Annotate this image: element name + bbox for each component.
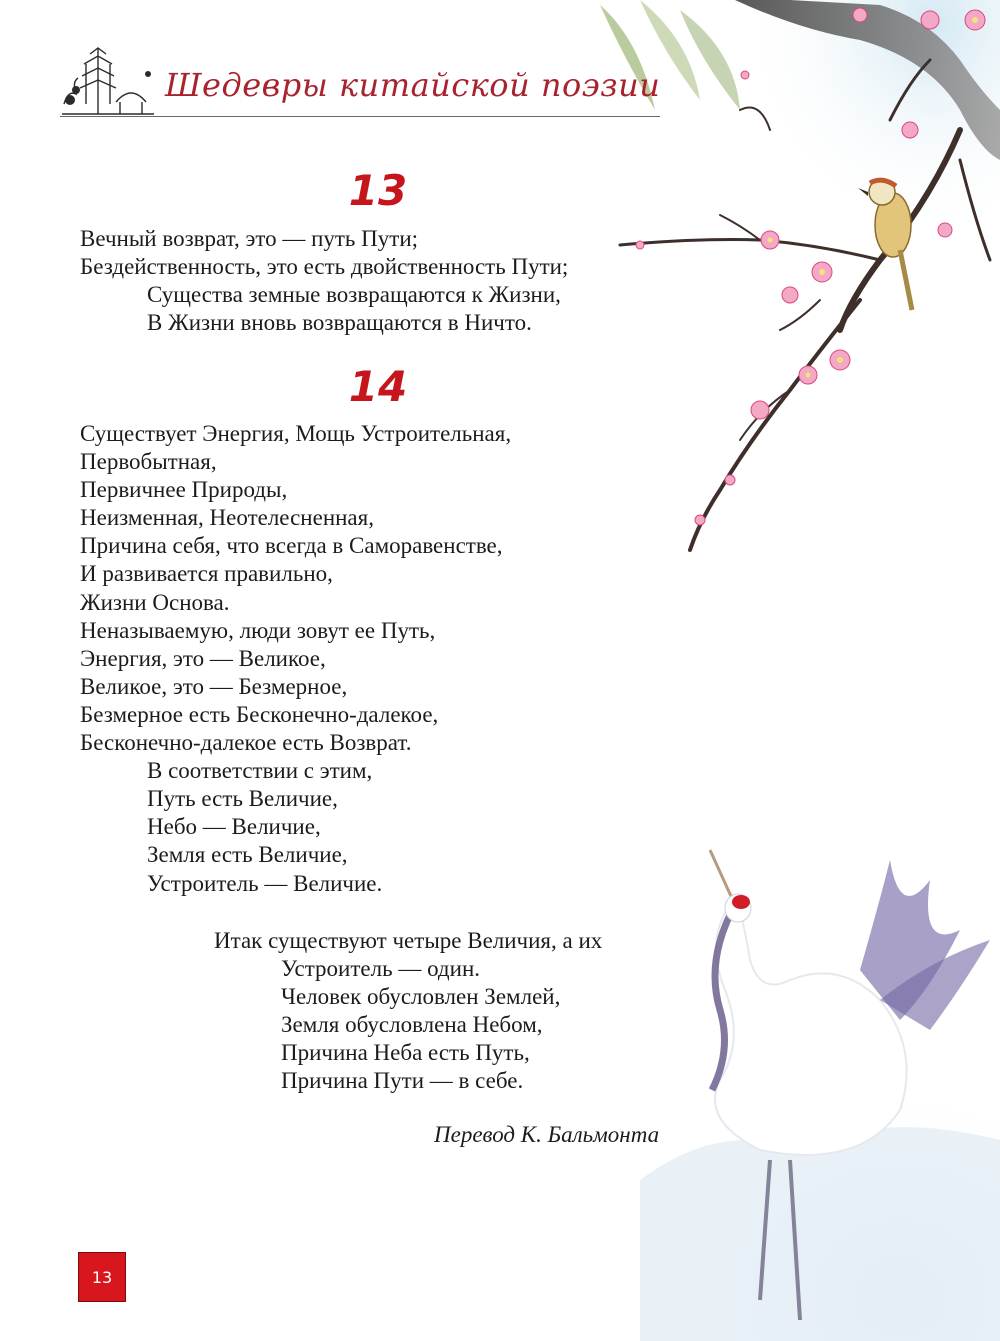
poem-line: Причина Пути — в себе. bbox=[281, 1068, 524, 1094]
translation-credit: Перевод К. Бальмонта bbox=[434, 1122, 660, 1147]
series-title: Шедевры китайской поэзии bbox=[165, 66, 661, 104]
poem-line: Безмерное есть Бесконечно-далекое, bbox=[80, 701, 439, 727]
poem-line: Земля есть Величие, bbox=[147, 842, 348, 868]
poem-line: Человек обусловлен Землей, bbox=[281, 984, 561, 1010]
pagoda-icon bbox=[56, 44, 156, 120]
poem-line: Существа земные возвращаются к Жизни, bbox=[147, 282, 561, 308]
poem-line: Вечный возврат, это — путь Пути; bbox=[80, 226, 419, 251]
page-number-badge: 13 bbox=[78, 1252, 126, 1302]
poem-line: Устроитель — один. bbox=[281, 956, 481, 982]
poem-line: Устроитель — Величие. bbox=[147, 870, 383, 896]
poem-line: Итак существуют четыре Величия, а их bbox=[214, 928, 603, 953]
section-number-14: 14 bbox=[348, 362, 408, 411]
poem-line: Первичнее Природы, bbox=[80, 477, 288, 503]
poem-line: Великое, это — Безмерное, bbox=[80, 673, 348, 699]
poem-line: В Жизни вновь возвращаются в Ничто. bbox=[147, 310, 532, 336]
poem-line: Бездейственность, это есть двойственность Пути; bbox=[80, 254, 569, 280]
poem-line: Земля обусловлена Небом, bbox=[281, 1012, 543, 1038]
poem-line: Первобытная, bbox=[80, 449, 217, 475]
poem-line: Жизни Основа. bbox=[80, 589, 230, 615]
poem-closing-stanza bbox=[80, 927, 602, 1096]
poem-line: Бесконечно-далекое есть Возврат. bbox=[80, 730, 412, 756]
poem-stanza-14 bbox=[80, 420, 511, 898]
poem-stanza-13 bbox=[80, 225, 568, 337]
poem-line: И развивается правильно, bbox=[80, 561, 333, 587]
poem-line: В соответствии с этим, bbox=[147, 758, 373, 784]
poem-line: Причина себя, что всегда в Саморавенстве, bbox=[80, 533, 503, 559]
poem-line: Причина Неба есть Путь, bbox=[281, 1040, 530, 1066]
poem-line: Неизменная, Неотелесненная, bbox=[80, 505, 374, 531]
header-divider bbox=[60, 116, 660, 117]
poem-line: Энергия, это — Великое, bbox=[80, 645, 326, 671]
poem-line: Существует Энергия, Мощь Устроительная, bbox=[80, 421, 512, 446]
poem-line: Путь есть Величие, bbox=[147, 786, 338, 812]
section-number-13: 13 bbox=[348, 166, 408, 215]
poem-line: Неназываемую, люди зовут ее Путь, bbox=[80, 617, 436, 643]
poem-line: Небо — Величие, bbox=[147, 814, 321, 840]
